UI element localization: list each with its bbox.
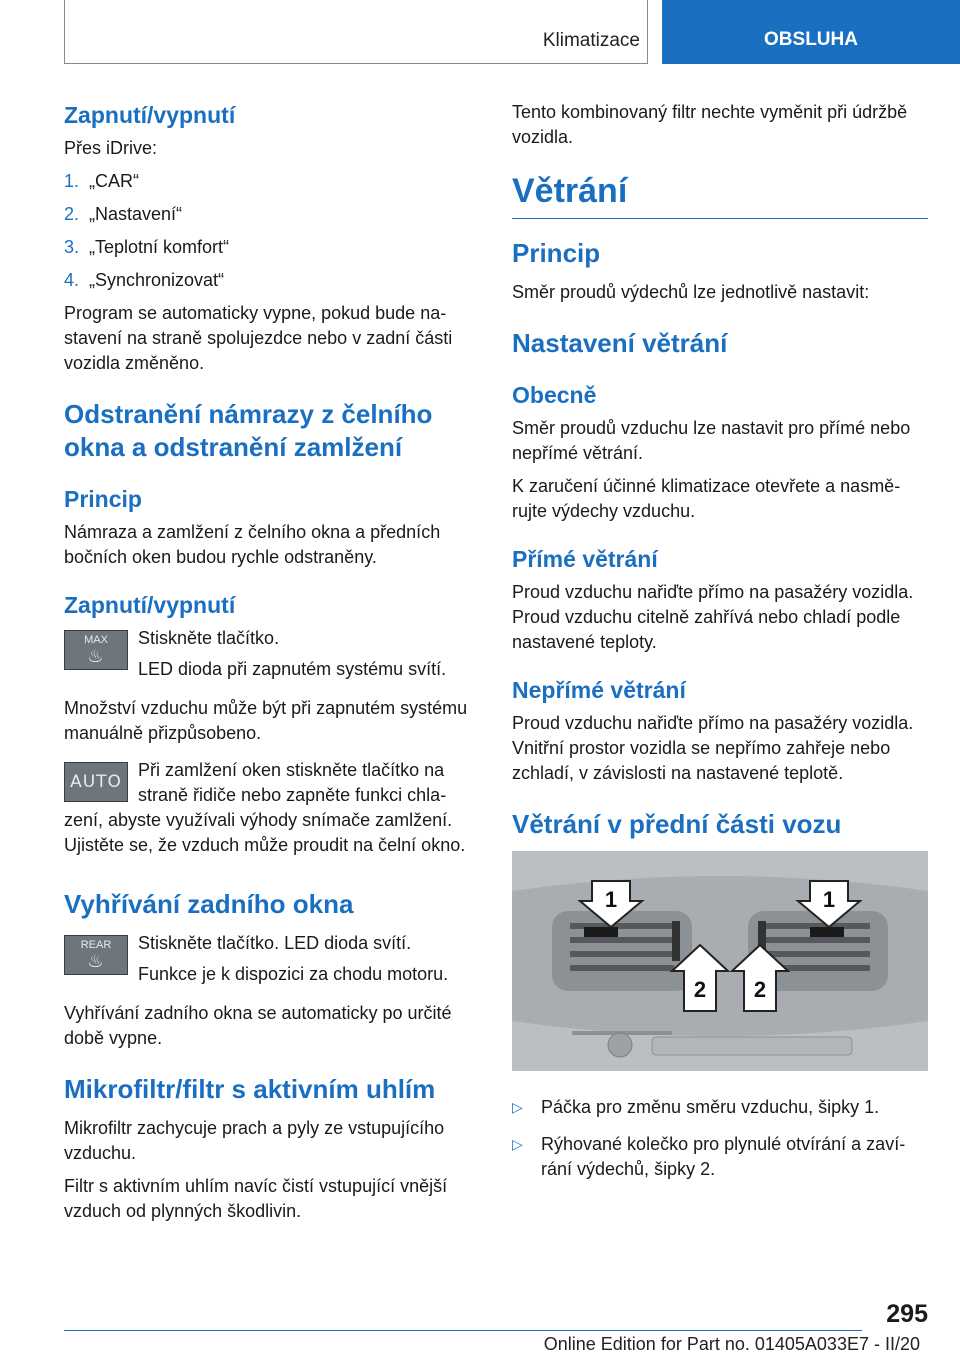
defrost-principle: Námraza a zamlžení z čelního okna a předních bočních oken budou rychle odstraněny. <box>64 522 441 567</box>
arrow-2-left-label: 2 <box>693 977 707 1002</box>
heading-ventilation: Větrání <box>512 170 928 219</box>
rear-auto-off-text: Vyhřívání zadního okna se automaticky po určité době vypne. <box>64 1003 452 1048</box>
heading-filter: Mikrofiltr/filtr s aktivním uhlím <box>64 1074 436 1104</box>
heading-indirect: Nepřímé větrání <box>512 677 686 703</box>
heading-direct: Přímé větrání <box>512 546 658 572</box>
dashboard-vents-photo <box>512 851 928 1071</box>
chapter-tab-label: OBSLUHA <box>764 29 858 50</box>
triangle-bullet-icon: ▷ <box>512 1136 523 1152</box>
max-defrost-button-icon: MAX ♨ <box>64 630 128 670</box>
general-text-2: K zaručení účinné klimatizace otevřete a nasměrujte výdechy vzduchu. <box>512 476 901 521</box>
air-amount-text: Množství vzduchu může být při zapnutém systému manuálně přizpůsobeno. <box>64 698 468 743</box>
heading-vent-settings: Nastavení větrání <box>512 328 728 358</box>
rear-defrost-button-icon: REAR ♨ <box>64 935 128 975</box>
filter-text-2: Filtr s aktivním uhlím navíc čistí vstupující vnější vzduch od plynných škodlivin. <box>64 1176 448 1221</box>
step-item: 1. „CAR“ <box>64 171 139 191</box>
sync-note: Program se automaticky vypne, pokud bude nastavení na straně spolujezdce nebo v zadní části vozidla změněno. <box>64 303 453 373</box>
chapter-tab[interactable] <box>662 0 960 64</box>
vents-illustration <box>512 851 928 1071</box>
vent-principle-text: Směr proudů výdechů lze jednotlivě nastavit: <box>512 282 870 302</box>
direct-text: Proud vzduchu nařiďte přímo na pasažéry vozidla. Proud vzduchu citelně zahřívá nebo chladí podle nastavené teploty. <box>512 582 914 652</box>
heading-on-off-defrost: Zapnutí/vypnutí <box>64 592 236 618</box>
step-item: 2. „Nastavení“ <box>64 204 183 224</box>
list-item: ▷ Páčka pro změnu směru vzduchu, šipky 1. <box>512 1095 928 1120</box>
right-column <box>512 100 928 1194</box>
arrow-1-right-label: 1 <box>822 887 836 912</box>
press-button-text: Stiskněte tlačítko. <box>138 628 280 648</box>
heading-defrost: Odstranění námrazy z čelního okna a odstranění zamlžení <box>64 399 433 462</box>
heading-rear-window: Vyhřívání zadního okna <box>64 889 354 919</box>
auto-text: Při zamlžení oken stiskněte tlačítko na straně řidiče nebo zapněte funkci chlazení, abyste využívali výhody snímače zamlžení. Ujistěte se, že vzduch může proudit na čelní okno. <box>64 760 466 855</box>
vent-bullets <box>512 1095 928 1182</box>
heading-general: Obecně <box>512 382 597 408</box>
rear-available-text: Funkce je k dispozici za chodu motoru. <box>138 964 449 984</box>
via-idrive: Přes iDrive: <box>64 138 158 158</box>
step-item: 3. „Teplotní komfort“ <box>64 237 230 257</box>
heading-front-vent: Větrání v přední části vozu <box>512 809 842 839</box>
auto-button-icon: AUTO <box>64 762 128 802</box>
arrow-2-right-label: 2 <box>753 977 767 1002</box>
step-item: 4. „Synchronizovat“ <box>64 270 225 290</box>
left-column <box>64 100 468 1232</box>
max-defrost-row <box>64 626 468 688</box>
general-text-1: Směr proudů vzduchu lze nastavit pro přímé nebo nepřímé větrání. <box>512 418 911 463</box>
section-title: Klimatizace <box>542 30 640 51</box>
led-on-text: LED dioda při zapnutém systému svítí. <box>138 659 447 679</box>
auto-row <box>64 758 468 866</box>
rear-press-text: Stiskněte tlačítko. LED dioda svítí. <box>138 933 412 953</box>
triangle-bullet-icon: ▷ <box>512 1099 523 1115</box>
heading-principle: Princip <box>64 486 142 512</box>
idrive-steps <box>64 169 468 293</box>
heading-vent-principle: Princip <box>512 238 601 268</box>
footer-edition: Online Edition for Part no. 01405A033E7 - II/20 <box>543 1334 920 1354</box>
indirect-text: Proud vzduchu nařiďte přímo na pasažéry vozidla. Vnitřní prostor vozidla se nepřímo zahřeje nebo zchladí, v závislosti na nastavené teplotě. <box>512 713 914 783</box>
footer-divider <box>64 1330 862 1331</box>
arrow-1-left-label: 1 <box>604 887 618 912</box>
filter-replace-text: Tento kombinovaný filtr nechte vyměnit při údržbě vozidla. <box>512 102 908 147</box>
filter-text-1: Mikrofiltr zachycuje prach a pyly ze vstupujícího vzduchu. <box>64 1118 445 1163</box>
heading-on-off: Zapnutí/vypnutí <box>64 102 236 128</box>
rear-defrost-row <box>64 931 468 993</box>
page-number: 295 <box>886 1300 928 1328</box>
list-item: ▷ Rýhované kolečko pro plynulé otvírání a zavírání výdechů, šipky 2. <box>512 1132 928 1182</box>
